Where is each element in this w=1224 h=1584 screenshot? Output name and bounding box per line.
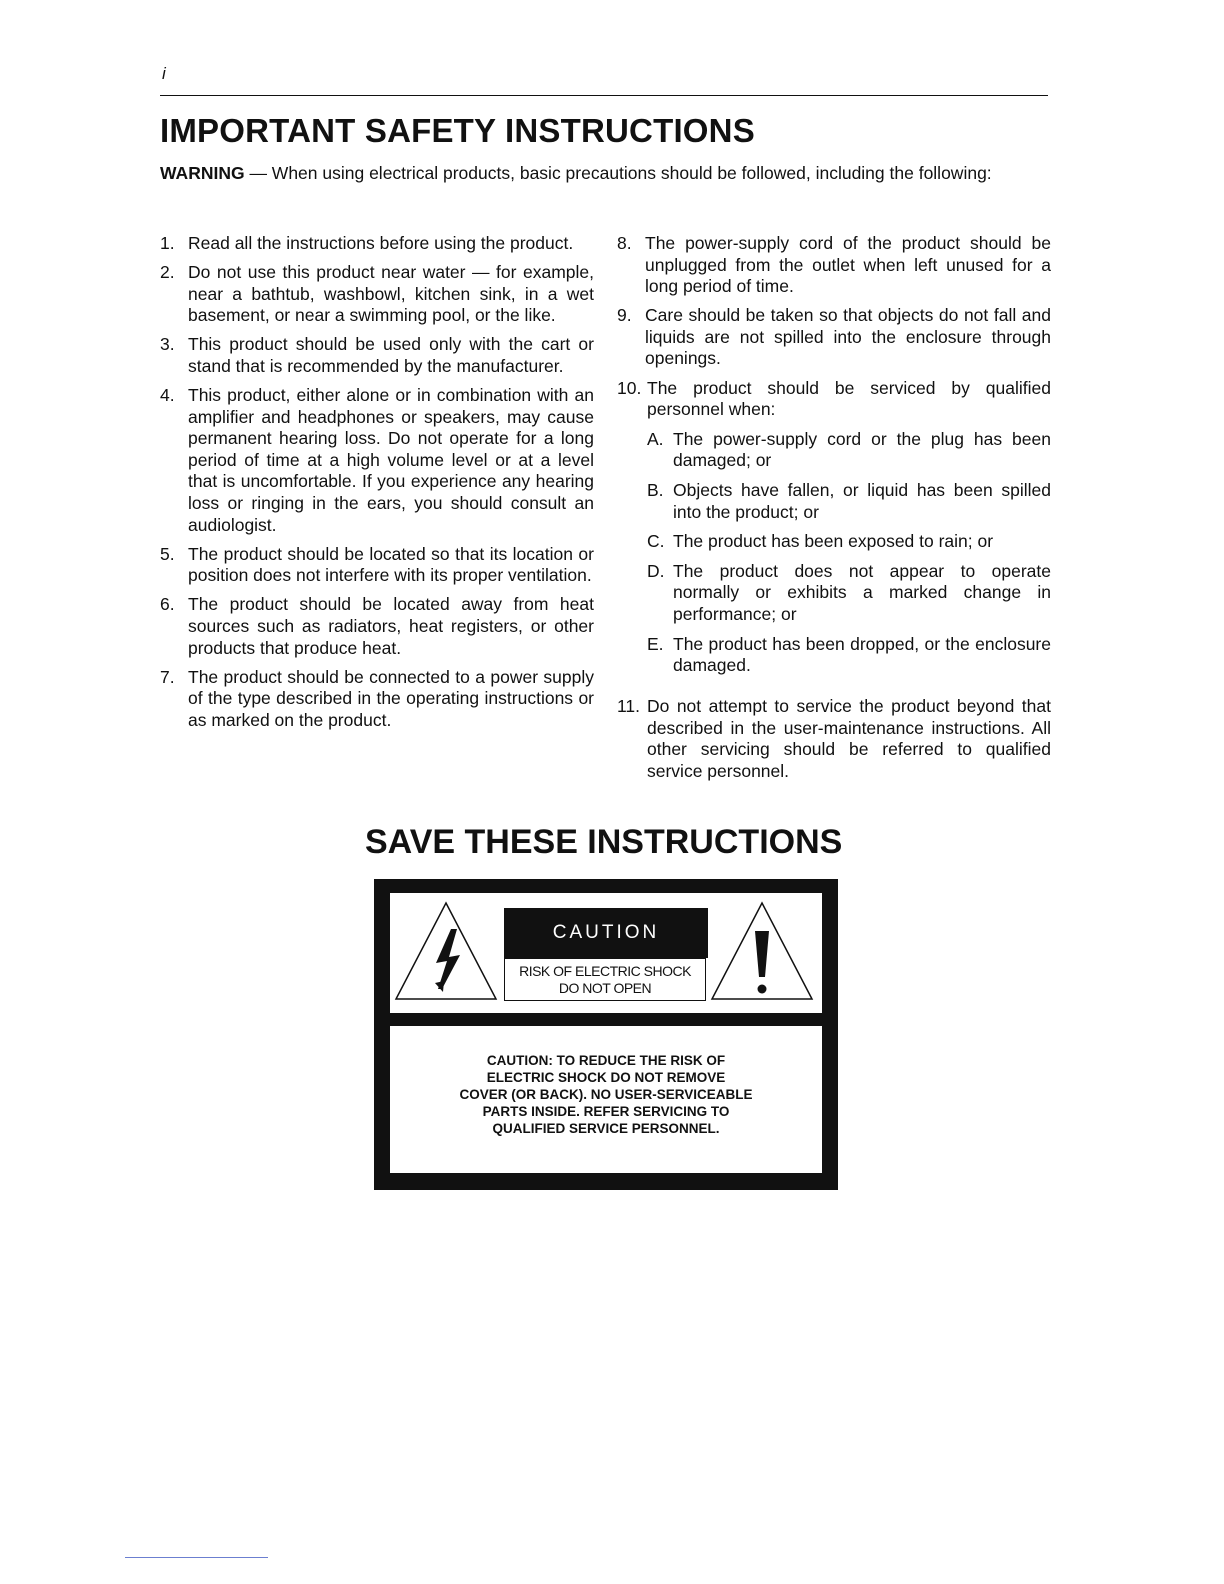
- caution-text-line: CAUTION: TO REDUCE THE RISK OF: [486, 1053, 726, 1068]
- caution-header-panel: [390, 893, 822, 1013]
- instruction-number: 11.: [617, 696, 641, 717]
- instruction-text: Do not use this product near water — for example, near a bathtub, washbowl, kitchen sink, in a wet basement, or near a swimming pool, or the like.: [188, 262, 594, 326]
- shock-warning-line: RISK OF ELECTRIC SHOCK: [519, 963, 691, 979]
- condition-letter: D.: [647, 560, 665, 581]
- condition-letter: B.: [647, 479, 664, 500]
- instruction-item: [617, 696, 1051, 782]
- instruction-number: 7.: [160, 666, 175, 687]
- condition-text: The product does not appear to operate normally or exhibits a marked change in performance; or: [673, 560, 1051, 624]
- instruction-text: The product should be located so that its location or position does not interfere with its proper ventilation.: [188, 543, 594, 586]
- exclamation-warning-icon: [710, 901, 814, 1001]
- electric-shock-warning-icon: [394, 901, 498, 1001]
- instructions-left-column: [160, 233, 594, 739]
- instruction-item: [160, 667, 594, 732]
- condition-item: [647, 561, 1051, 626]
- instruction-text: This product, either alone or in combination with an amplifier and headphones or speakers, may cause permanent hearing loss. Do not operate for a long period of time at a high volume level or at a level that is uncomfortable. If you experience any hearing loss or ringing in the ears, you should consult an audiologist.: [188, 385, 594, 535]
- header-rule: [160, 95, 1048, 96]
- instruction-text: This product should be used only with the cart or stand that is recommended by the manufacturer.: [188, 334, 594, 376]
- condition-item: [647, 480, 1051, 523]
- condition-text: The product has been exposed to rain; or: [673, 531, 994, 552]
- condition-item: [647, 531, 1051, 553]
- page-number: i: [162, 64, 166, 83]
- condition-text: Objects have fallen, or liquid has been spilled into the product; or: [673, 479, 1051, 522]
- instruction-number: 9.: [617, 305, 632, 326]
- caution-text-line: COVER (OR BACK). NO USER-SERVICEABLE: [459, 1087, 753, 1102]
- caution-text: [390, 1052, 822, 1137]
- condition-text: The power-supply cord or the plug has been damaged; or: [673, 428, 1051, 471]
- instruction-item: [160, 544, 594, 587]
- instruction-item: [160, 594, 594, 659]
- instruction-number: 5.: [160, 543, 175, 564]
- instructions-right-column: [617, 233, 1051, 790]
- instruction-item: [617, 378, 1051, 689]
- page-title: IMPORTANT SAFETY INSTRUCTIONS: [160, 112, 755, 149]
- instruction-text: Read all the instructions before using the product.: [188, 233, 574, 253]
- instruction-number: 3.: [160, 334, 175, 355]
- instruction-item: [617, 233, 1051, 298]
- instruction-text: Do not attempt to service the product beyond that described in the user-maintenance instructions. All other servicing should be referred to qualified service personnel.: [647, 696, 1051, 781]
- caution-text-panel: [390, 1026, 822, 1173]
- caution-text-line: QUALIFIED SERVICE PERSONNEL.: [492, 1121, 720, 1136]
- instruction-number: 8.: [617, 233, 632, 253]
- instruction-item: [160, 385, 594, 536]
- instruction-item: [160, 233, 594, 255]
- condition-letter: C.: [647, 531, 665, 552]
- warning-line: [160, 163, 1060, 184]
- warning-label: WARNING: [160, 163, 245, 183]
- service-conditions-list: [647, 429, 1051, 689]
- condition-letter: A.: [647, 428, 664, 449]
- condition-item: [647, 634, 1051, 677]
- instruction-text: The product should be serviced by qualified personnel when:: [647, 377, 1051, 420]
- condition-item: [647, 429, 1051, 472]
- instruction-number: 4.: [160, 385, 175, 406]
- save-instructions-title: SAVE THESE INSTRUCTIONS: [365, 823, 843, 861]
- caution-text-line: PARTS INSIDE. REFER SERVICING TO: [482, 1104, 730, 1119]
- condition-text: The product has been dropped, or the enclosure damaged.: [673, 633, 1051, 676]
- instruction-item: [617, 305, 1051, 370]
- instruction-number: 2.: [160, 262, 175, 283]
- caution-text-line: ELECTRIC SHOCK DO NOT REMOVE: [486, 1070, 726, 1085]
- instruction-text: Care should be taken so that objects do not fall and liquids are not spilled into the enclosure through openings.: [645, 305, 1051, 369]
- shock-warning-box: [504, 958, 706, 1001]
- warning-text: — When using electrical products, basic precautions should be followed, including the following:: [244, 163, 992, 183]
- instruction-number: 6.: [160, 594, 175, 615]
- instruction-number: 10.: [617, 377, 642, 398]
- caution-box: [374, 879, 838, 1190]
- instruction-text: The product should be located away from heat sources such as radiators, heat registers, or other products that produce heat.: [188, 594, 594, 658]
- footer-underline: [125, 1557, 268, 1558]
- instruction-text: The power-supply cord of the product should be unplugged from the outlet when left unused for a long period of time.: [645, 233, 1051, 297]
- instruction-item: [160, 262, 594, 327]
- caution-label: CAUTION: [504, 908, 708, 958]
- instruction-item: [160, 334, 594, 377]
- shock-warning-line: DO NOT OPEN: [558, 980, 652, 996]
- instruction-text: The product should be connected to a power supply of the type described in the operating instructions or as marked on the product.: [188, 666, 594, 730]
- condition-letter: E.: [647, 633, 664, 654]
- instruction-number: 1.: [160, 233, 175, 253]
